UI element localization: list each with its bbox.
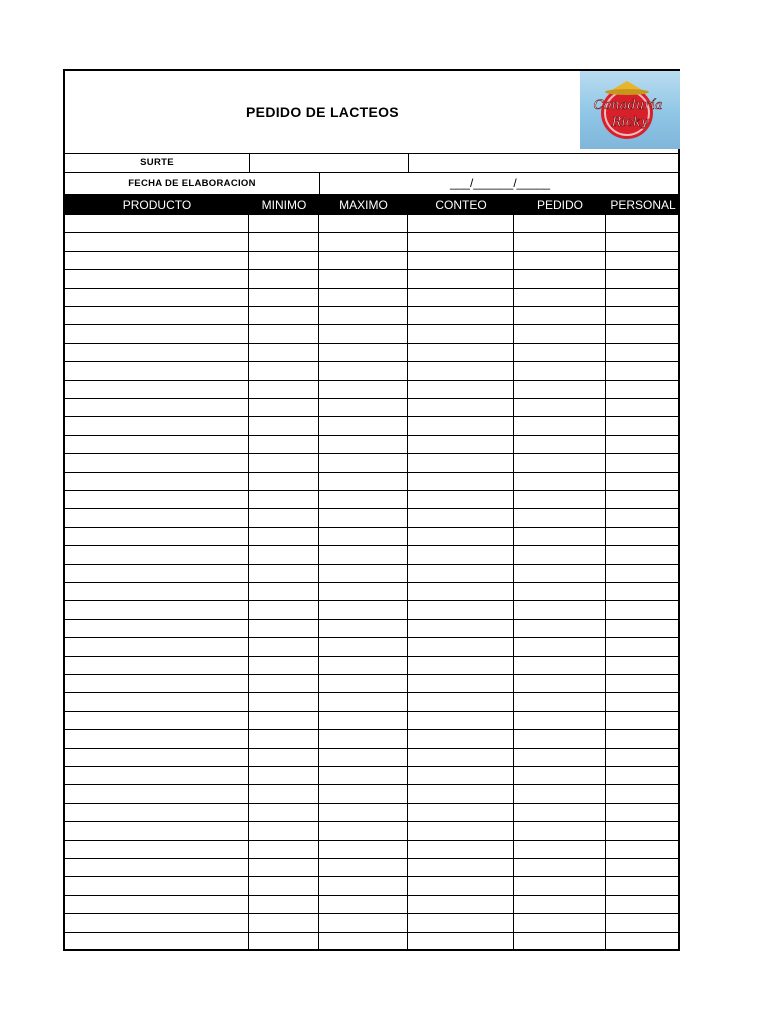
cell-maximo[interactable]	[319, 565, 408, 583]
cell-conteo[interactable]	[408, 307, 514, 325]
cell-personal[interactable]	[606, 546, 680, 564]
cell-maximo[interactable]	[319, 454, 408, 472]
cell-personal[interactable]	[606, 307, 680, 325]
cell-pedido[interactable]	[514, 307, 606, 325]
cell-pedido[interactable]	[514, 546, 606, 564]
cell-maximo[interactable]	[319, 289, 408, 307]
cell-minimo[interactable]	[249, 436, 319, 454]
table-row	[65, 270, 680, 288]
cell-conteo[interactable]	[408, 454, 514, 472]
cell-producto[interactable]	[65, 657, 249, 675]
cell-pedido[interactable]	[514, 675, 606, 693]
cell-producto[interactable]	[65, 749, 249, 767]
cell-personal[interactable]	[606, 712, 680, 730]
cell-producto[interactable]	[65, 215, 249, 233]
cell-personal[interactable]	[606, 565, 680, 583]
cell-conteo[interactable]	[408, 749, 514, 767]
cell-maximo[interactable]	[319, 785, 408, 803]
cell-conteo[interactable]	[408, 841, 514, 859]
cell-personal[interactable]	[606, 730, 680, 748]
cell-personal[interactable]	[606, 638, 680, 656]
col-pedido: PEDIDO	[536, 197, 583, 212]
cell-conteo[interactable]	[408, 270, 514, 288]
cell-conteo[interactable]	[408, 399, 514, 417]
cell-producto[interactable]	[65, 767, 249, 785]
cell-pedido[interactable]	[514, 473, 606, 491]
cell-conteo[interactable]	[408, 785, 514, 803]
table-row	[65, 454, 680, 472]
cell-maximo[interactable]	[319, 252, 408, 270]
cell-producto[interactable]	[65, 233, 249, 251]
cell-personal[interactable]	[606, 344, 680, 362]
cell-producto[interactable]	[65, 877, 249, 895]
table-row	[65, 859, 680, 877]
cell-producto[interactable]	[65, 417, 249, 435]
cell-personal[interactable]	[606, 675, 680, 693]
cell-conteo[interactable]	[408, 344, 514, 362]
cell-producto[interactable]	[65, 675, 249, 693]
cell-minimo[interactable]	[249, 473, 319, 491]
cell-producto[interactable]	[65, 785, 249, 803]
cell-maximo[interactable]	[319, 859, 408, 877]
cell-personal[interactable]	[606, 399, 680, 417]
cell-maximo[interactable]	[319, 362, 408, 380]
cell-minimo[interactable]	[249, 822, 319, 840]
cell-minimo[interactable]	[249, 859, 319, 877]
surte-name-field[interactable]	[250, 154, 408, 172]
cell-conteo[interactable]	[408, 381, 514, 399]
cell-minimo[interactable]	[249, 417, 319, 435]
cell-minimo[interactable]	[249, 546, 319, 564]
cell-maximo[interactable]	[319, 933, 408, 951]
svg-text:Ricky: Ricky	[611, 115, 649, 130]
cell-producto[interactable]	[65, 601, 249, 619]
table-row	[65, 473, 680, 491]
cell-personal[interactable]	[606, 804, 680, 822]
cell-minimo[interactable]	[249, 399, 319, 417]
cell-pedido[interactable]	[514, 859, 606, 877]
cell-conteo[interactable]	[408, 933, 514, 951]
cell-maximo[interactable]	[319, 877, 408, 895]
cell-conteo[interactable]	[408, 859, 514, 877]
cell-personal[interactable]	[606, 473, 680, 491]
table-row	[65, 749, 680, 767]
cell-minimo[interactable]	[249, 381, 319, 399]
cell-minimo[interactable]	[249, 325, 319, 343]
cell-pedido[interactable]	[514, 362, 606, 380]
cell-maximo[interactable]	[319, 712, 408, 730]
cell-maximo[interactable]	[319, 417, 408, 435]
cell-producto[interactable]	[65, 822, 249, 840]
cell-personal[interactable]	[606, 877, 680, 895]
table-row	[65, 528, 680, 546]
cell-maximo[interactable]	[319, 675, 408, 693]
cell-producto[interactable]	[65, 454, 249, 472]
cell-maximo[interactable]	[319, 325, 408, 343]
cell-personal[interactable]	[606, 215, 680, 233]
cell-conteo[interactable]	[408, 546, 514, 564]
table-row	[65, 399, 680, 417]
cell-pedido[interactable]	[514, 712, 606, 730]
cell-pedido[interactable]	[514, 620, 606, 638]
cell-personal[interactable]	[606, 620, 680, 638]
cell-conteo[interactable]	[408, 252, 514, 270]
table-row	[65, 491, 680, 509]
cell-pedido[interactable]	[514, 693, 606, 711]
cell-conteo[interactable]	[408, 712, 514, 730]
cell-maximo[interactable]	[319, 804, 408, 822]
cell-conteo[interactable]	[408, 528, 514, 546]
order-form	[63, 69, 680, 951]
cell-pedido[interactable]	[514, 933, 606, 951]
table-row	[65, 730, 680, 748]
cell-pedido[interactable]	[514, 436, 606, 454]
table-row	[65, 325, 680, 343]
cell-maximo[interactable]	[319, 546, 408, 564]
cell-producto[interactable]	[65, 252, 249, 270]
cell-maximo[interactable]	[319, 767, 408, 785]
cell-pedido[interactable]	[514, 896, 606, 914]
cell-conteo[interactable]	[408, 289, 514, 307]
cell-producto[interactable]	[65, 491, 249, 509]
cell-producto[interactable]	[65, 344, 249, 362]
cell-producto[interactable]	[65, 859, 249, 877]
cell-conteo[interactable]	[408, 877, 514, 895]
cell-minimo[interactable]	[249, 509, 319, 527]
surte-label: SURTE	[140, 157, 174, 168]
cell-minimo[interactable]	[249, 730, 319, 748]
cell-personal[interactable]	[606, 270, 680, 288]
cell-minimo[interactable]	[249, 693, 319, 711]
cell-maximo[interactable]	[319, 528, 408, 546]
svg-text:Conaduría: Conaduría	[593, 98, 663, 113]
cell-producto[interactable]	[65, 546, 249, 564]
cell-pedido[interactable]	[514, 583, 606, 601]
table-row	[65, 565, 680, 583]
cell-producto[interactable]	[65, 289, 249, 307]
table-row	[65, 877, 680, 895]
cell-pedido[interactable]	[514, 399, 606, 417]
cell-minimo[interactable]	[249, 233, 319, 251]
cell-producto[interactable]	[65, 565, 249, 583]
cell-pedido[interactable]	[514, 638, 606, 656]
cell-producto[interactable]	[65, 270, 249, 288]
cell-pedido[interactable]	[514, 344, 606, 362]
cell-maximo[interactable]	[319, 657, 408, 675]
cell-minimo[interactable]	[249, 896, 319, 914]
cell-conteo[interactable]	[408, 675, 514, 693]
cell-minimo[interactable]	[249, 454, 319, 472]
cell-personal[interactable]	[606, 491, 680, 509]
cell-pedido[interactable]	[514, 841, 606, 859]
cell-maximo[interactable]	[319, 601, 408, 619]
table-row	[65, 546, 680, 564]
cell-conteo[interactable]	[408, 730, 514, 748]
cell-minimo[interactable]	[249, 804, 319, 822]
table-row	[65, 914, 680, 932]
cell-personal[interactable]	[606, 657, 680, 675]
cell-maximo[interactable]	[319, 749, 408, 767]
cell-personal[interactable]	[606, 933, 680, 951]
table-row	[65, 417, 680, 435]
cell-maximo[interactable]	[319, 583, 408, 601]
cell-pedido[interactable]	[514, 822, 606, 840]
cell-producto[interactable]	[65, 841, 249, 859]
cell-maximo[interactable]	[319, 399, 408, 417]
cell-maximo[interactable]	[319, 841, 408, 859]
cell-conteo[interactable]	[408, 473, 514, 491]
cell-minimo[interactable]	[249, 307, 319, 325]
cell-personal[interactable]	[606, 325, 680, 343]
cell-producto[interactable]	[65, 583, 249, 601]
cell-producto[interactable]	[65, 436, 249, 454]
cell-personal[interactable]	[606, 417, 680, 435]
cell-producto[interactable]	[65, 362, 249, 380]
table-row	[65, 252, 680, 270]
cell-personal[interactable]	[606, 841, 680, 859]
table-row	[65, 638, 680, 656]
cell-conteo[interactable]	[408, 822, 514, 840]
cell-pedido[interactable]	[514, 417, 606, 435]
cell-minimo[interactable]	[249, 601, 319, 619]
cell-conteo[interactable]	[408, 804, 514, 822]
cell-personal[interactable]	[606, 859, 680, 877]
cell-producto[interactable]	[65, 473, 249, 491]
cell-minimo[interactable]	[249, 841, 319, 859]
cell-minimo[interactable]	[249, 675, 319, 693]
cell-producto[interactable]	[65, 528, 249, 546]
cell-minimo[interactable]	[249, 289, 319, 307]
table-row	[65, 933, 680, 951]
cell-conteo[interactable]	[408, 693, 514, 711]
cell-maximo[interactable]	[319, 693, 408, 711]
surte-extra-field[interactable]	[409, 154, 680, 172]
cell-maximo[interactable]	[319, 436, 408, 454]
table-row	[65, 344, 680, 362]
cell-maximo[interactable]	[319, 473, 408, 491]
cell-minimo[interactable]	[249, 583, 319, 601]
cell-personal[interactable]	[606, 767, 680, 785]
cell-minimo[interactable]	[249, 877, 319, 895]
table-row	[65, 601, 680, 619]
cell-conteo[interactable]	[408, 436, 514, 454]
table-row	[65, 785, 680, 803]
cell-personal[interactable]	[606, 436, 680, 454]
table-row	[65, 804, 680, 822]
cell-pedido[interactable]	[514, 749, 606, 767]
cell-personal[interactable]	[606, 528, 680, 546]
cell-pedido[interactable]	[514, 233, 606, 251]
cell-minimo[interactable]	[249, 528, 319, 546]
cell-producto[interactable]	[65, 914, 249, 932]
cell-personal[interactable]	[606, 454, 680, 472]
table-row	[65, 215, 680, 233]
cell-conteo[interactable]	[408, 233, 514, 251]
cell-conteo[interactable]	[408, 914, 514, 932]
cell-pedido[interactable]	[514, 730, 606, 748]
cell-personal[interactable]	[606, 252, 680, 270]
cell-maximo[interactable]	[319, 270, 408, 288]
cell-minimo[interactable]	[249, 565, 319, 583]
table-row	[65, 381, 680, 399]
cell-minimo[interactable]	[249, 362, 319, 380]
cell-personal[interactable]	[606, 381, 680, 399]
table-row	[65, 822, 680, 840]
cell-minimo[interactable]	[249, 252, 319, 270]
col-producto: PRODUCTO	[122, 197, 192, 212]
table-row	[65, 233, 680, 251]
table-row	[65, 712, 680, 730]
table-row	[65, 675, 680, 693]
cell-conteo[interactable]	[408, 620, 514, 638]
cell-conteo[interactable]	[408, 583, 514, 601]
cell-minimo[interactable]	[249, 914, 319, 932]
cell-personal[interactable]	[606, 822, 680, 840]
cell-pedido[interactable]	[514, 215, 606, 233]
cell-minimo[interactable]	[249, 749, 319, 767]
cell-pedido[interactable]	[514, 289, 606, 307]
table-row	[65, 896, 680, 914]
table-row	[65, 620, 680, 638]
cell-pedido[interactable]	[514, 454, 606, 472]
cell-maximo[interactable]	[319, 509, 408, 527]
table-row	[65, 307, 680, 325]
cell-conteo[interactable]	[408, 565, 514, 583]
table-row	[65, 509, 680, 527]
cell-producto[interactable]	[65, 638, 249, 656]
cell-personal[interactable]	[606, 601, 680, 619]
cell-pedido[interactable]	[514, 914, 606, 932]
cell-maximo[interactable]	[319, 822, 408, 840]
col-conteo: CONTEO	[435, 197, 487, 212]
cell-producto[interactable]	[65, 896, 249, 914]
cell-pedido[interactable]	[514, 252, 606, 270]
cell-personal[interactable]	[606, 289, 680, 307]
cell-minimo[interactable]	[249, 344, 319, 362]
cell-personal[interactable]	[606, 693, 680, 711]
cell-producto[interactable]	[65, 509, 249, 527]
date-field[interactable]: ___/______/_____	[449, 176, 551, 190]
cell-minimo[interactable]	[249, 933, 319, 951]
table-row	[65, 362, 680, 380]
cell-pedido[interactable]	[514, 528, 606, 546]
cell-pedido[interactable]	[514, 601, 606, 619]
cell-pedido[interactable]	[514, 381, 606, 399]
cell-maximo[interactable]	[319, 914, 408, 932]
cell-minimo[interactable]	[249, 638, 319, 656]
cell-minimo[interactable]	[249, 785, 319, 803]
col-minimo: MINIMO	[261, 197, 307, 212]
cell-producto[interactable]	[65, 399, 249, 417]
cell-maximo[interactable]	[319, 491, 408, 509]
cell-personal[interactable]	[606, 896, 680, 914]
table-row	[65, 289, 680, 307]
table-row	[65, 693, 680, 711]
cell-personal[interactable]	[606, 749, 680, 767]
cell-minimo[interactable]	[249, 215, 319, 233]
cell-personal[interactable]	[606, 583, 680, 601]
cell-maximo[interactable]	[319, 307, 408, 325]
cell-pedido[interactable]	[514, 491, 606, 509]
company-logo	[580, 71, 680, 149]
cell-conteo[interactable]	[408, 417, 514, 435]
cell-maximo[interactable]	[319, 381, 408, 399]
cell-minimo[interactable]	[249, 270, 319, 288]
col-personal: PERSONAL	[610, 197, 676, 212]
cell-pedido[interactable]	[514, 270, 606, 288]
cell-minimo[interactable]	[249, 620, 319, 638]
cell-personal[interactable]	[606, 509, 680, 527]
cell-pedido[interactable]	[514, 767, 606, 785]
cell-conteo[interactable]	[408, 509, 514, 527]
cell-pedido[interactable]	[514, 877, 606, 895]
cell-pedido[interactable]	[514, 657, 606, 675]
cell-conteo[interactable]	[408, 657, 514, 675]
cell-minimo[interactable]	[249, 657, 319, 675]
cell-maximo[interactable]	[319, 730, 408, 748]
cell-personal[interactable]	[606, 362, 680, 380]
cell-conteo[interactable]	[408, 767, 514, 785]
order-table-body	[65, 215, 680, 951]
cell-personal[interactable]	[606, 785, 680, 803]
cell-producto[interactable]	[65, 381, 249, 399]
form-title: PEDIDO DE LACTEOS	[246, 104, 399, 120]
cell-minimo[interactable]	[249, 712, 319, 730]
table-row	[65, 767, 680, 785]
cell-personal[interactable]	[606, 233, 680, 251]
col-maximo: MAXIMO	[339, 197, 388, 212]
cell-minimo[interactable]	[249, 491, 319, 509]
cell-producto[interactable]	[65, 307, 249, 325]
cell-producto[interactable]	[65, 693, 249, 711]
cell-conteo[interactable]	[408, 215, 514, 233]
cell-minimo[interactable]	[249, 767, 319, 785]
cell-pedido[interactable]	[514, 804, 606, 822]
cell-conteo[interactable]	[408, 638, 514, 656]
cell-maximo[interactable]	[319, 344, 408, 362]
fecha-label: FECHA DE ELABORACION	[128, 177, 256, 189]
table-row	[65, 436, 680, 454]
cell-maximo[interactable]	[319, 638, 408, 656]
cell-conteo[interactable]	[408, 325, 514, 343]
cell-producto[interactable]	[65, 804, 249, 822]
cell-producto[interactable]	[65, 933, 249, 951]
table-row	[65, 583, 680, 601]
cell-producto[interactable]	[65, 620, 249, 638]
cell-producto[interactable]	[65, 325, 249, 343]
table-row	[65, 657, 680, 675]
cell-pedido[interactable]	[514, 509, 606, 527]
cell-maximo[interactable]	[319, 233, 408, 251]
cell-producto[interactable]	[65, 730, 249, 748]
cell-conteo[interactable]	[408, 601, 514, 619]
cell-maximo[interactable]	[319, 896, 408, 914]
cell-maximo[interactable]	[319, 215, 408, 233]
cell-pedido[interactable]	[514, 565, 606, 583]
cell-pedido[interactable]	[514, 785, 606, 803]
cell-pedido[interactable]	[514, 325, 606, 343]
cell-producto[interactable]	[65, 712, 249, 730]
cell-maximo[interactable]	[319, 620, 408, 638]
cell-conteo[interactable]	[408, 896, 514, 914]
table-row	[65, 841, 680, 859]
cell-conteo[interactable]	[408, 491, 514, 509]
cell-personal[interactable]	[606, 914, 680, 932]
table-header	[65, 194, 680, 215]
cell-conteo[interactable]	[408, 362, 514, 380]
